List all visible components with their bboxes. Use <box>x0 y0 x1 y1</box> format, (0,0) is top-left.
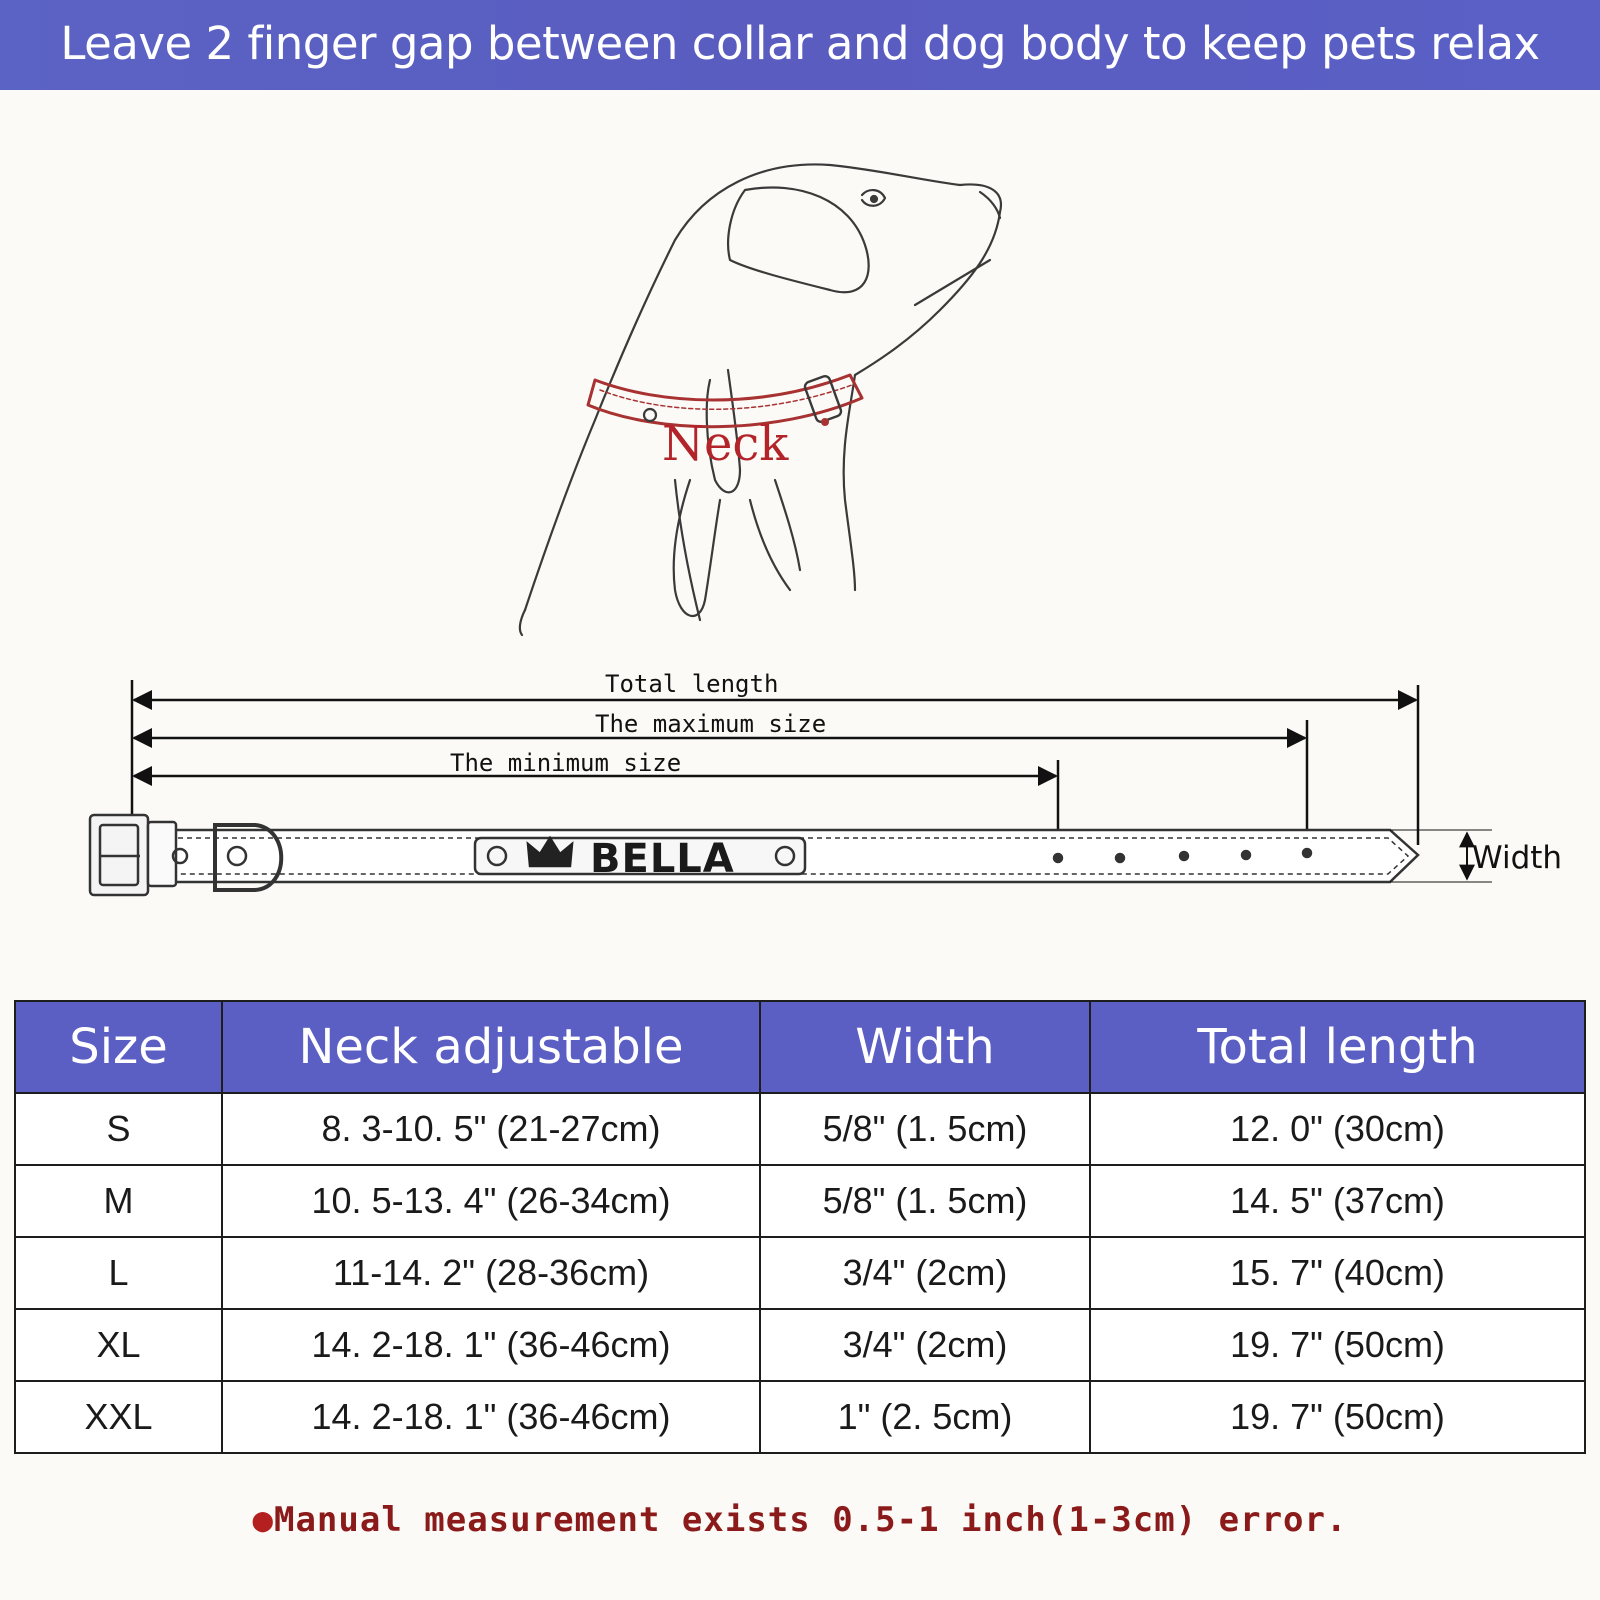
length-cell: 19. 7" (50cm) <box>1090 1381 1585 1453</box>
table-row <box>15 1165 1585 1237</box>
nameplate-text: BELLA <box>590 836 735 882</box>
note-text: Manual measurement exists 0.5-1 inch(1-3cm) error. <box>273 1500 1348 1540</box>
dog-ear-outline <box>728 187 869 292</box>
length-cell: 12. 0" (30cm) <box>1090 1093 1585 1165</box>
width-cell: 5/8" (1. 5cm) <box>760 1093 1090 1165</box>
dog-measurement-illustration <box>500 150 1060 640</box>
width-cell: 3/4" (2cm) <box>760 1309 1090 1381</box>
length-cell: 14. 5" (37cm) <box>1090 1165 1585 1237</box>
size-cell: XL <box>15 1309 222 1381</box>
neck-cell: 8. 3-10. 5" (21-27cm) <box>222 1093 760 1165</box>
width-cell: 1" (2. 5cm) <box>760 1381 1090 1453</box>
header-width: Width <box>760 1001 1090 1093</box>
size-table <box>14 1000 1586 1454</box>
width-cell: 3/4" (2cm) <box>760 1237 1090 1309</box>
length-cell: 15. 7" (40cm) <box>1090 1237 1585 1309</box>
collar-dimension-diagram <box>0 660 1600 920</box>
table-row <box>15 1309 1585 1381</box>
size-cell: L <box>15 1237 222 1309</box>
measurement-note <box>0 1500 1600 1540</box>
min-size-label: The minimum size <box>450 749 682 777</box>
neck-cell: 14. 2-18. 1" (36-46cm) <box>222 1309 760 1381</box>
neck-cell: 14. 2-18. 1" (36-46cm) <box>222 1381 760 1453</box>
table-header-row <box>15 1001 1585 1093</box>
width-label: Width <box>1472 840 1563 876</box>
neck-cell: 11-14. 2" (28-36cm) <box>222 1237 760 1309</box>
neck-label: Neck <box>662 416 789 472</box>
width-cell: 5/8" (1. 5cm) <box>760 1165 1090 1237</box>
neck-cell: 10. 5-13. 4" (26-34cm) <box>222 1165 760 1237</box>
header-size: Size <box>15 1001 222 1093</box>
finger-outline <box>674 480 720 616</box>
bullet-icon: ● <box>252 1500 274 1540</box>
total-length-label: Total length <box>605 670 779 698</box>
table-row <box>15 1381 1585 1453</box>
table-row <box>15 1237 1585 1309</box>
table-row <box>15 1093 1585 1165</box>
max-size-label: The maximum size <box>595 710 827 738</box>
length-cell: 19. 7" (50cm) <box>1090 1309 1585 1381</box>
size-cell: S <box>15 1093 222 1165</box>
size-cell: M <box>15 1165 222 1237</box>
header-neck-adjustable: Neck adjustable <box>222 1001 760 1093</box>
top-banner: Leave 2 finger gap between collar and dog body to keep pets relax <box>0 0 1600 90</box>
header-total-length: Total length <box>1090 1001 1585 1093</box>
size-cell: XXL <box>15 1381 222 1453</box>
